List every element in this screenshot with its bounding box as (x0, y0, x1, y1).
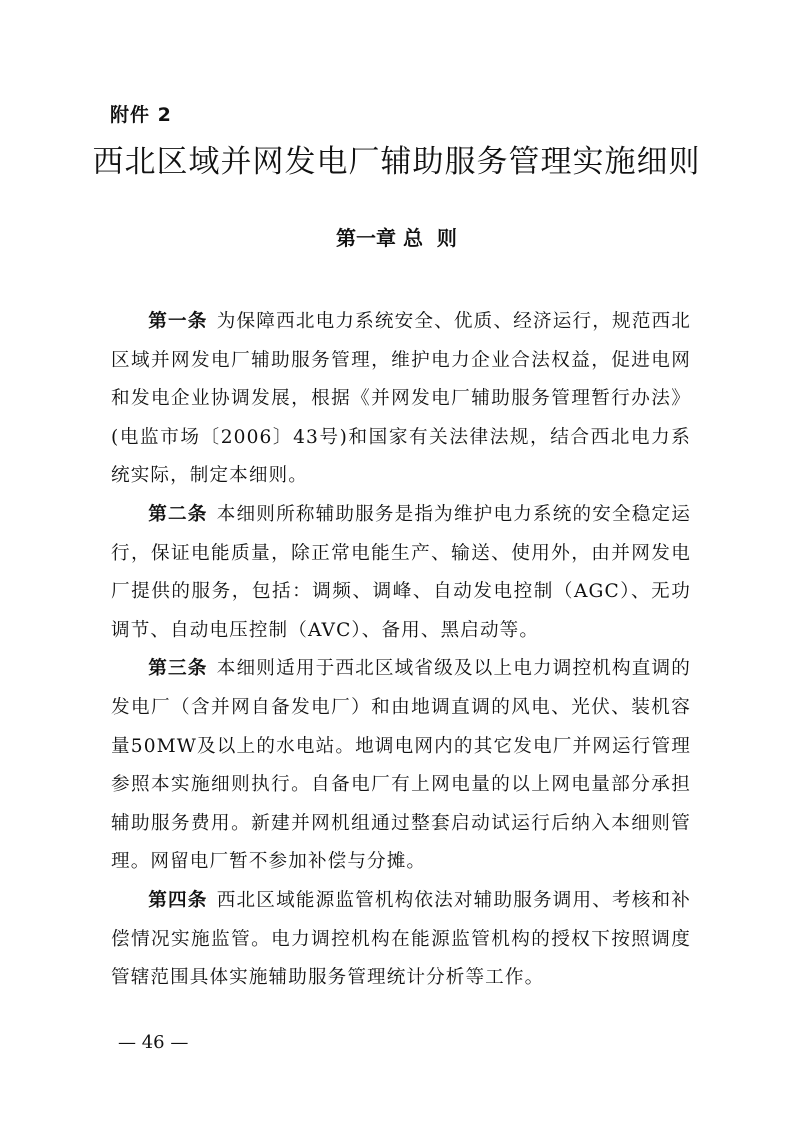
article-number: 第二条 (148, 503, 208, 525)
page-number: — 46 — (118, 1032, 189, 1053)
article-3 (111, 650, 691, 882)
document-body (111, 303, 691, 998)
article-text: 本细则适用于西北区域省级及以上电力调控机构直调的发电厂（含并网自备发电厂）和由地调直调的风电、光伏、装机容量50MW及以上的水电站。地调电网内的其它发电厂并网运行管理参照本实施细则执行。自备电厂有上网电量的以上网电量部分承担辅助服务费用。新建并网机组通过整套启动试运行后纳入本细则管理。网留电厂暂不参加补偿与分摊。 (111, 658, 691, 873)
article-number: 第三条 (148, 658, 208, 680)
article-text: 西北区域能源监管机构依法对辅助服务调用、考核和补偿情况实施监管。电力调控机构在能源监管机构的授权下按照调度管辖范围具体实施辅助服务管理统计分析等工作。 (111, 889, 691, 989)
article-number: 第一条 (148, 311, 208, 332)
attachment-label: 附件 2 (110, 104, 172, 126)
article-4 (111, 882, 691, 998)
article-1 (111, 303, 691, 496)
article-text: 为保障西北电力系统安全、优质、经济运行，规范西北区域并网发电厂辅助服务管理，维护电力企业合法权益，促进电网和发电企业协调发展，根据《并网发电厂辅助服务管理暂行办法》(电监市场〔2006〕43号)和国家有关法律法规，结合西北电力系统实际，制定本细则。 (111, 311, 691, 487)
article-number: 第四条 (148, 889, 208, 911)
article-text: 本细则所称辅助服务是指为维护电力系统的安全稳定运行，保证电能质量，除正常电能生产、输送、使用外，由并网发电厂提供的服务，包括：调频、调峰、自动发电控制（AGC）、无功调节、自动电压控制（AVC）、备用、黑启动等。 (111, 503, 691, 641)
chapter-heading: 第一章 总 则 (336, 226, 457, 250)
article-2 (111, 496, 691, 650)
document-title: 西北区域并网发电厂辅助服务管理实施细则 (92, 144, 701, 180)
